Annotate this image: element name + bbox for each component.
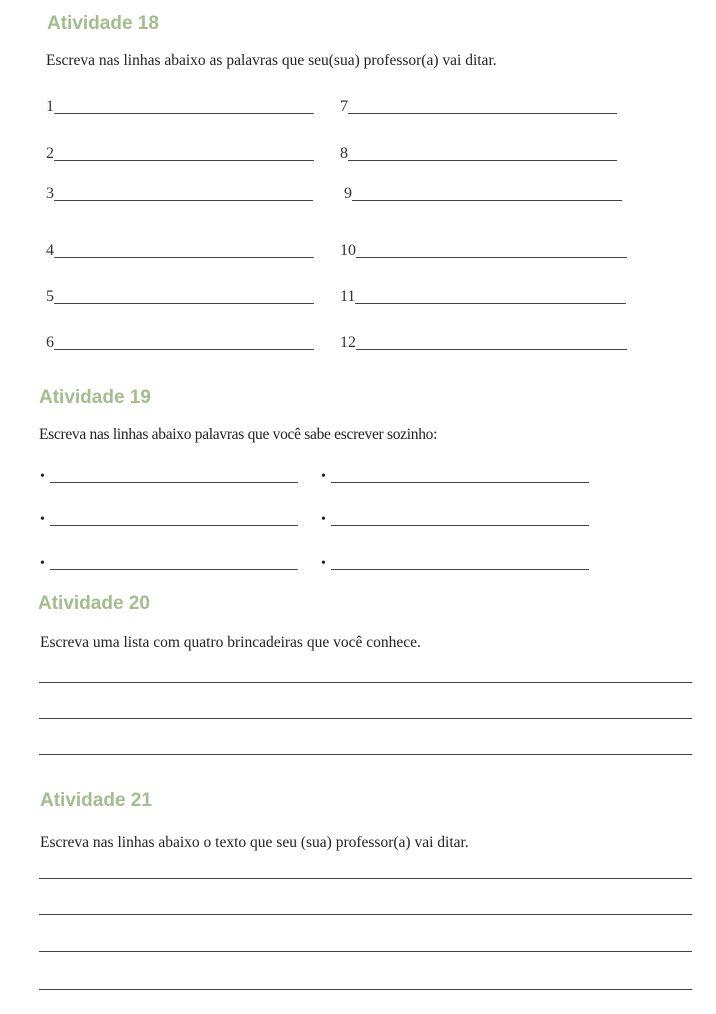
line-number: 5 [46, 288, 54, 305]
bullet-line[interactable] [321, 470, 589, 484]
writing-line [54, 303, 314, 304]
writing-line [348, 113, 617, 114]
writing-line [331, 569, 589, 570]
bullet-icon: • [40, 469, 45, 484]
answer-line-5[interactable] [46, 289, 314, 305]
writing-line[interactable] [39, 754, 692, 755]
writing-line [54, 257, 314, 258]
writing-line [352, 200, 622, 201]
answer-line-1[interactable] [46, 99, 314, 115]
writing-line[interactable] [39, 718, 692, 719]
answer-line-9[interactable] [344, 186, 622, 202]
writing-line [356, 257, 627, 258]
writing-line[interactable] [39, 914, 692, 915]
writing-line[interactable] [39, 989, 692, 990]
atividade-20-instruction: Escreva uma lista com quatro brincadeiras que você conhece. [40, 634, 421, 651]
writing-line [50, 482, 298, 483]
writing-line[interactable] [39, 951, 692, 952]
bullet-icon: • [40, 512, 45, 527]
atividade-20-title: Atividade 20 [38, 593, 150, 614]
bullet-icon: • [321, 556, 326, 571]
answer-line-2[interactable] [46, 146, 314, 162]
bullet-icon: • [40, 556, 45, 571]
answer-line-12[interactable] [340, 335, 627, 351]
writing-line[interactable] [39, 682, 692, 683]
writing-line[interactable] [39, 878, 692, 879]
writing-line [54, 160, 314, 161]
writing-line [54, 200, 313, 201]
line-number: 2 [46, 145, 54, 162]
atividade-21-title: Atividade 21 [40, 790, 152, 811]
line-number: 9 [344, 185, 352, 202]
bullet-line[interactable] [40, 557, 298, 571]
answer-line-7[interactable] [340, 99, 617, 115]
writing-line [50, 569, 298, 570]
bullet-line[interactable] [40, 470, 298, 484]
bullet-icon: • [321, 512, 326, 527]
line-number: 7 [340, 98, 348, 115]
answer-line-8[interactable] [340, 146, 617, 162]
writing-line [54, 113, 314, 114]
line-number: 3 [46, 185, 54, 202]
line-number: 12 [340, 334, 356, 351]
writing-line [50, 525, 298, 526]
atividade-21-instruction: Escreva nas linhas abaixo o texto que seu (sua) professor(a) vai ditar. [40, 834, 469, 851]
atividade-19-title: Atividade 19 [39, 387, 151, 408]
atividade-19-instruction: Escreva nas linhas abaixo palavras que você sabe escrever sozinho: [39, 426, 438, 443]
line-number: 1 [46, 98, 54, 115]
answer-line-11[interactable] [340, 289, 626, 305]
answer-line-10[interactable] [340, 243, 627, 259]
answer-line-6[interactable] [46, 335, 314, 351]
writing-line [348, 160, 617, 161]
atividade-18-title: Atividade 18 [47, 13, 159, 34]
writing-line [355, 303, 626, 304]
line-number: 6 [46, 334, 54, 351]
writing-line [356, 349, 627, 350]
bullet-line[interactable] [321, 513, 589, 527]
answer-line-3[interactable] [46, 186, 313, 202]
writing-line [331, 482, 589, 483]
line-number: 8 [340, 145, 348, 162]
line-number: 10 [340, 242, 356, 259]
answer-line-4[interactable] [46, 243, 314, 259]
bullet-line[interactable] [40, 513, 298, 527]
line-number: 11 [340, 288, 356, 305]
bullet-line[interactable] [321, 557, 589, 571]
bullet-icon: • [321, 469, 326, 484]
writing-line [54, 349, 314, 350]
line-number: 4 [46, 242, 54, 259]
atividade-18-instruction: Escreva nas linhas abaixo as palavras que seu(sua) professor(a) vai ditar. [46, 52, 497, 69]
writing-line [331, 525, 589, 526]
